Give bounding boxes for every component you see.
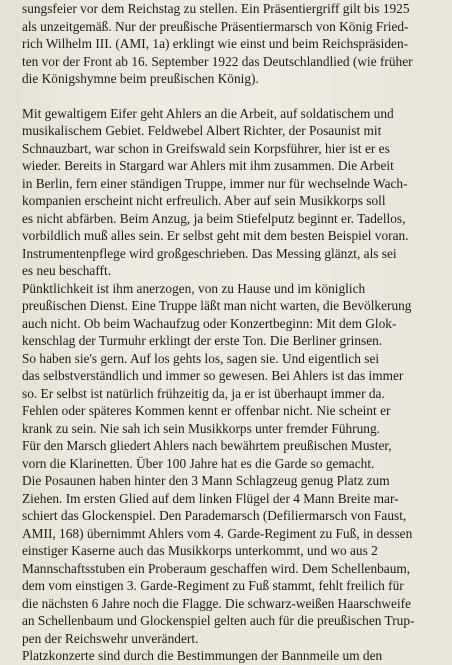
text-line: so. Er selbst ist natürlich frühzeitig da, ja er ist überhaupt immer da.	[22, 385, 385, 401]
text-line: ten vor der Front ab 16. September 1922 das Deutschlandlied (wie früher	[22, 53, 413, 69]
paragraph-3	[22, 280, 442, 438]
text-line: das selbstverständlich und immer so gewesen. Bei Ahlers ist das immer	[22, 368, 404, 383]
text-line: einstiger Kaserne auch das Musikkorps unterkommt, und wo aus 2	[22, 543, 378, 558]
text-line: musikalischem Gebiet. Feldwebel Albert Richter, der Posaunist mit	[22, 123, 382, 138]
text-line: Instrumentenpflege wird großgeschrieben. Das Messing glänzt, als sei	[22, 245, 397, 261]
text-line: in Berlin, fern einer ständigen Truppe, immer nur für wechselnde Wach-	[22, 175, 408, 191]
text-line: dem vom einstigen 3. Garde-Regiment zu Fuß stammt, fehlt freilich für	[22, 578, 404, 593]
text-line: als unzeitgemäß. Nur der preußische Präsentiermarsch von König Fried-	[22, 18, 409, 34]
text-line: Platzkonzerte sind durch die Bestimmungen der Bannmeile um den	[22, 648, 383, 663]
text-line: die nächsten 6 Jahre noch die Flagge. Die schwarz-weißen Haarschweife	[22, 595, 412, 611]
paragraph-5	[22, 647, 442, 665]
text-line: Mit gewaltigem Eifer geht Ahlers an die Arbeit, auf soldatischem und	[22, 105, 394, 121]
text-line: vorbildlich muß alles sein. Er selbst geht mit dem besten Beispiel voran.	[22, 228, 409, 243]
paragraph-spacer	[22, 88, 442, 105]
paragraph-1	[22, 0, 442, 88]
page-text	[22, 0, 442, 665]
paragraph-4	[22, 437, 442, 647]
text-line: auch nicht. Ob beim Wachaufzug oder Konzertbeginn: Mit dem Glok-	[22, 315, 397, 331]
text-line: wieder. Bereits in Stargard war Ahlers mit ihm zusammen. Die Arbeit	[22, 158, 394, 173]
text-line: Pünktlichkeit ist ihm anerzogen, von zu Hause und im königlich	[22, 280, 366, 296]
text-line: Ziehen. Im ersten Glied auf dem linken Flügel der 4 Mann Breite mar-	[22, 490, 399, 506]
text-line: an Schellenbaum und Glockenspiel gelten auch für die preußischen Trup-	[22, 613, 415, 628]
text-line: schiert das Glockenspiel. Den Parademarsch (Defiliermarsch von Faust,	[22, 508, 407, 523]
text-line: Mannschaftsstuben ein Proberaum geschaffen wird. Dem Schellenbaum,	[22, 560, 411, 576]
text-line: So haben sie's gern. Auf los gehts los, sagen sie. Und eigentlich sei	[22, 350, 380, 366]
text-line: rich Wilhelm III. (AMI, 1a) erklingt wie einst und beim Reichspräsiden-	[22, 36, 409, 51]
paragraph-2	[22, 105, 442, 280]
text-line: es neu beschafft.	[22, 263, 112, 278]
text-line: die Königshymne beim preußischen König).	[22, 71, 259, 86]
text-line: krank zu sein. Nie sah ich sein Musikkorps unter fremder Führung.	[22, 420, 380, 436]
text-line: Schnauzbart, war schon in Greifswald sein Korpsführer, hier ist er es	[22, 140, 390, 156]
text-line: Die Posaunen haben hinter den 3 Mann Schlagzeug genug Platz zum	[22, 473, 390, 488]
text-line: kenschlag der Turmuhr erklingt der erste Ton. Die Berliner grinsen.	[22, 333, 383, 348]
text-line: Fehlen oder späteres Kommen kennt er offenbar nicht. Nie scheint er	[22, 403, 391, 418]
text-line: es nicht abfärben. Beim Anzug, ja beim Stiefelputz beginnt er. Tadellos,	[22, 210, 406, 226]
text-line: vorn die Klarinetten. Über 100 Jahre hat es die Garde so gemacht.	[22, 455, 375, 471]
text-line: AMII, 168) übernimmt Ahlers vom 4. Garde-Regiment zu Fuß, in dessen	[22, 525, 413, 541]
text-line: Für den Marsch gliedert Ahlers nach bewährtem preußischen Muster,	[22, 438, 392, 453]
text-line: preußischen Dienst. Eine Truppe läßt man nicht warten, die Bevölkerung	[22, 298, 412, 313]
text-line: pen der Reichswehr unverändert.	[22, 630, 199, 646]
text-line: sungsfeier vor dem Reichstag zu stellen. Ein Präsentiergriff gilt bis 1925	[22, 1, 410, 16]
text-line: kompanien erscheint nicht erfreulich. Aber auf sein Musikkorps soll	[22, 193, 386, 208]
